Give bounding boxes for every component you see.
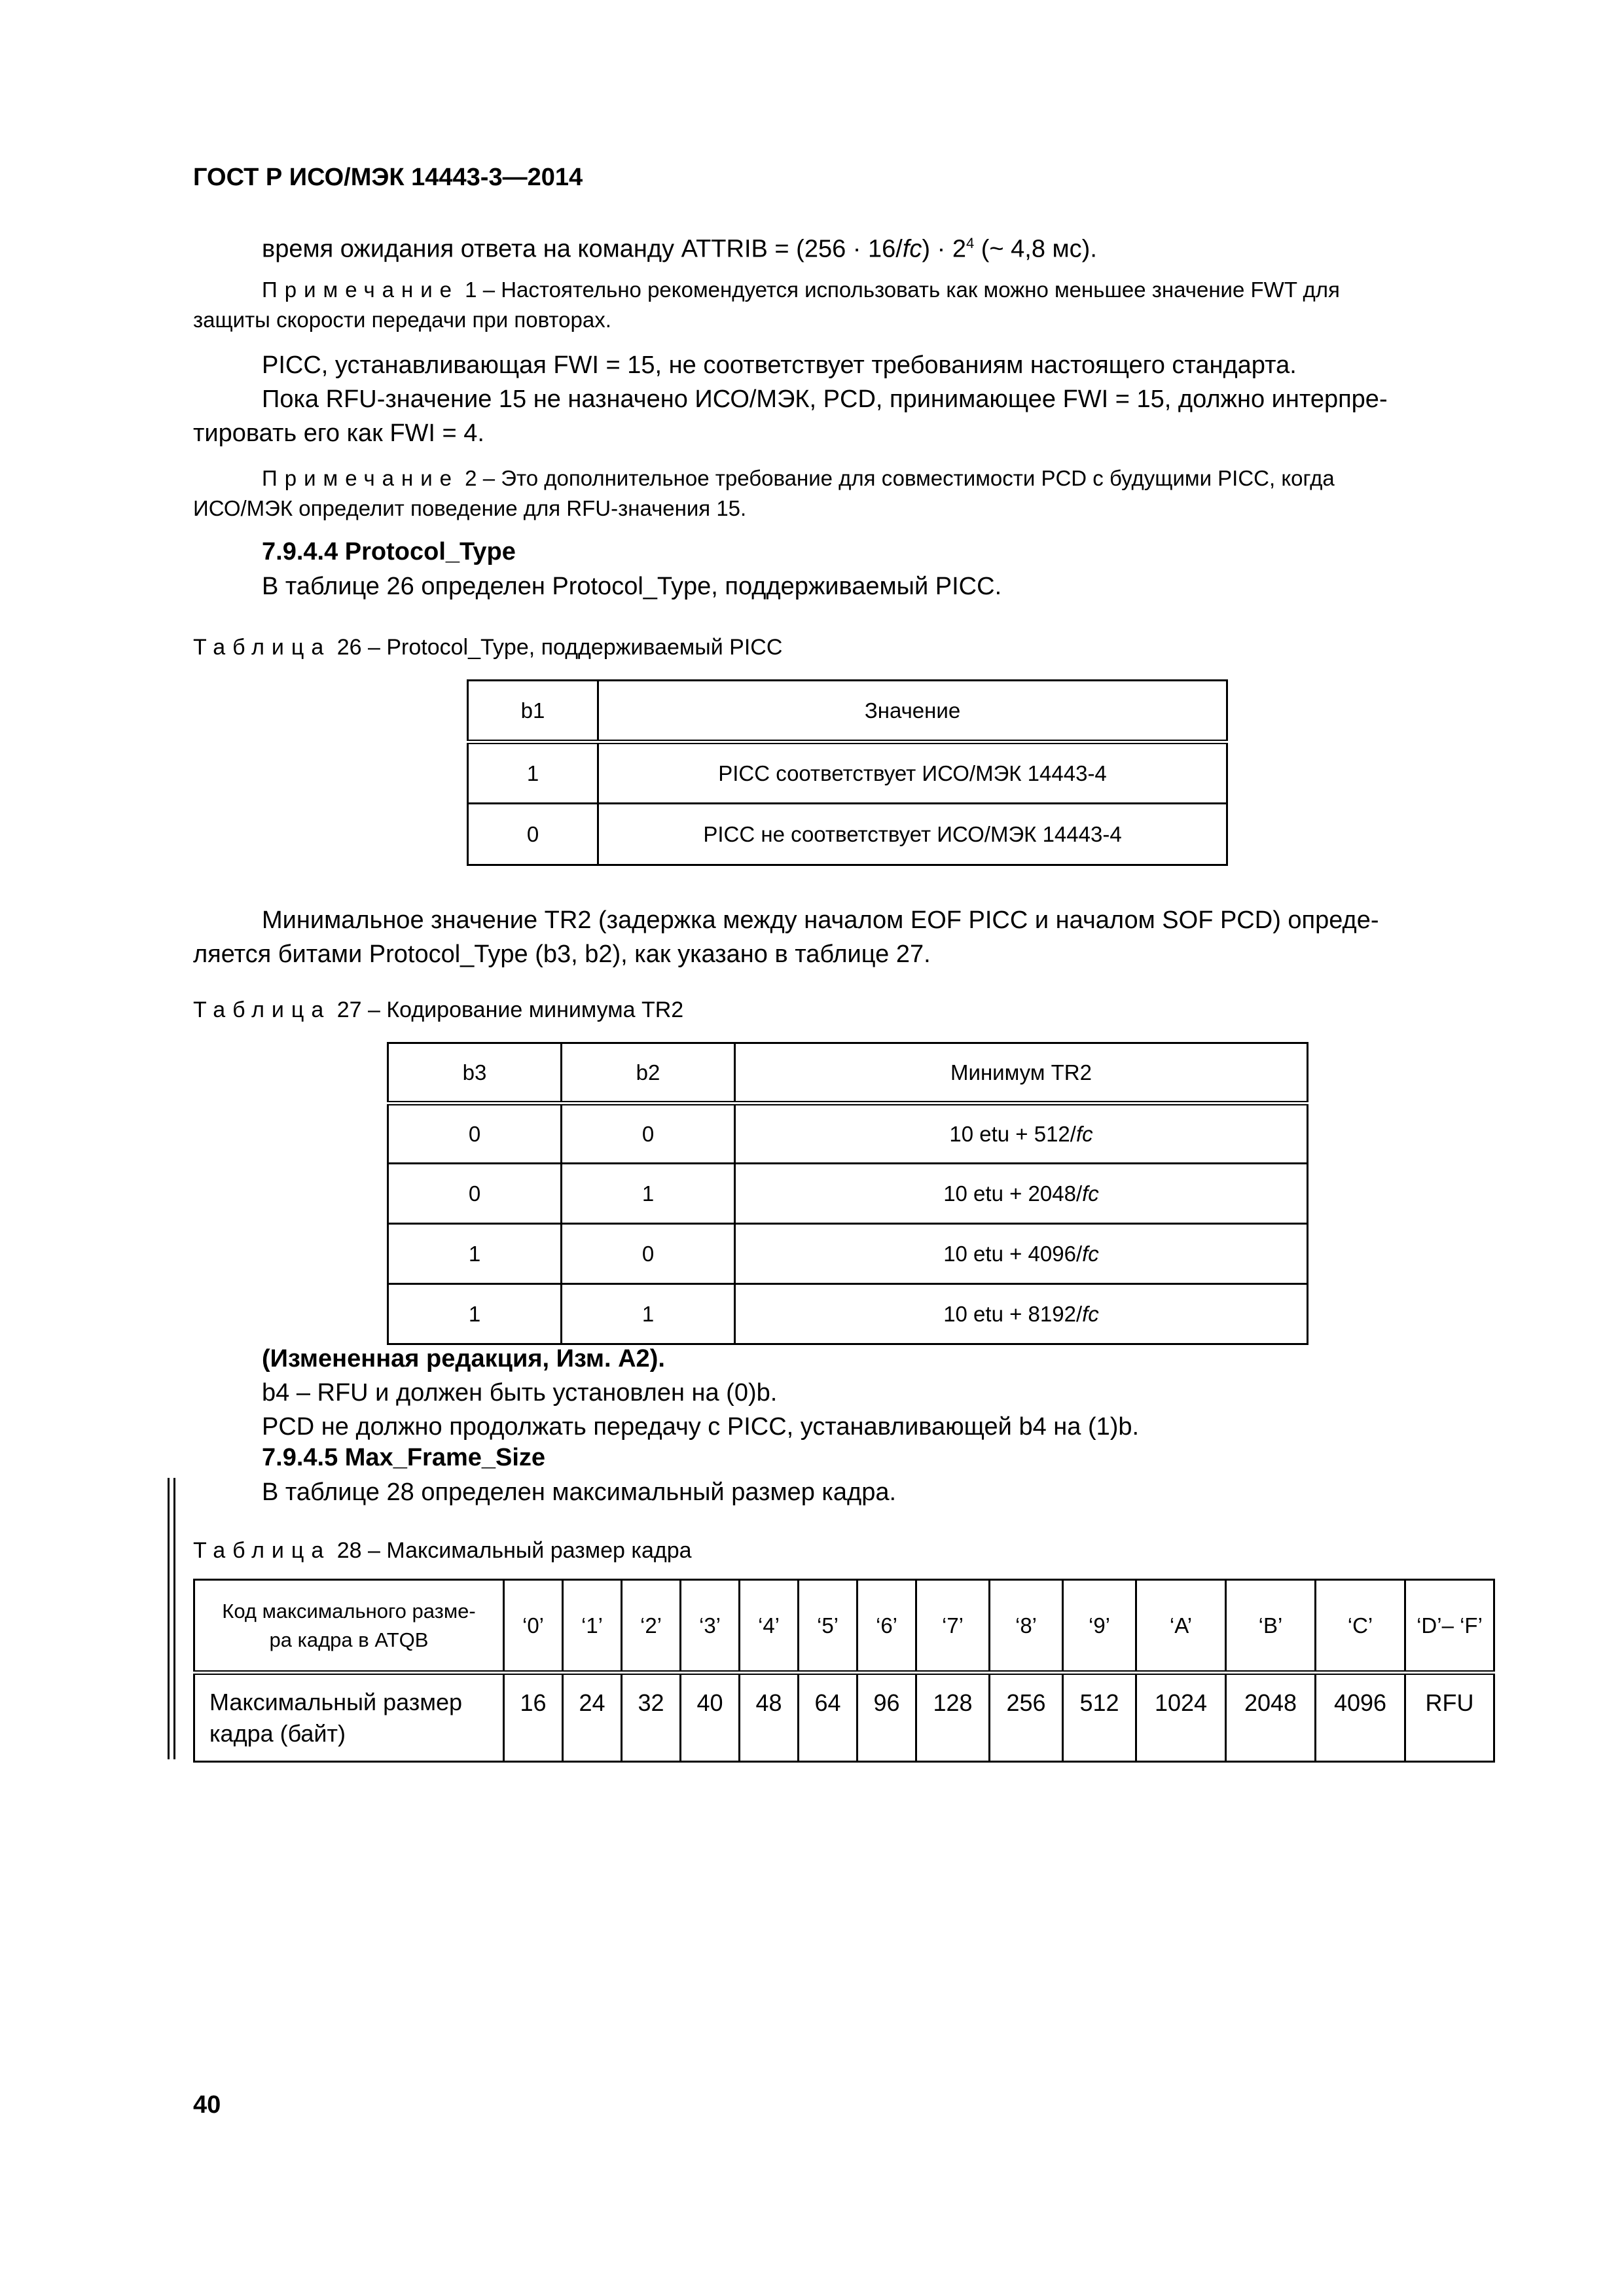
table-26-header-value: Значение bbox=[598, 681, 1227, 742]
table-27-cell: 1 bbox=[388, 1224, 562, 1284]
table-28-size: 128 bbox=[916, 1673, 990, 1762]
table-row bbox=[388, 1103, 1308, 1164]
table-28-code: ‘D’– ‘F’ bbox=[1405, 1580, 1494, 1673]
table-28-size: 24 bbox=[563, 1673, 622, 1762]
para-wait-text-c: (~ 4,8 мс). bbox=[974, 235, 1097, 263]
note-2-label: Примечание bbox=[262, 466, 460, 490]
table-28-size: 512 bbox=[1063, 1673, 1136, 1762]
table-28-code-label-l1: Код максимального разме- bbox=[222, 1599, 476, 1623]
table-27-header-b3: b3 bbox=[388, 1043, 562, 1103]
section-7945-title: 7.9.4.5 Max_Frame_Size bbox=[262, 1444, 546, 1471]
table-27-header-b2: b2 bbox=[562, 1043, 735, 1103]
table-28-code: ‘2’ bbox=[622, 1580, 681, 1673]
table-28-code: ‘5’ bbox=[799, 1580, 857, 1673]
table-27-cell: 1 bbox=[562, 1164, 735, 1224]
table-row bbox=[388, 1224, 1308, 1284]
table-28-code: ‘0’ bbox=[504, 1580, 563, 1673]
table-28-caption-label: Таблица bbox=[193, 1538, 331, 1563]
table-27 bbox=[387, 1042, 1308, 1345]
table-row bbox=[468, 742, 1227, 804]
section-7944-title: 7.9.4.4 Protocol_Type bbox=[262, 538, 516, 565]
table-26 bbox=[467, 679, 1228, 866]
table-row bbox=[388, 1164, 1308, 1224]
note-1-label: Примечание bbox=[262, 278, 460, 302]
revision-note: (Измененная редакция, Изм. А2). bbox=[262, 1345, 665, 1372]
table-28-code: ‘7’ bbox=[916, 1580, 990, 1673]
table-27-cell-fc: fc bbox=[1082, 1181, 1099, 1206]
table-28-code: ‘B’ bbox=[1226, 1580, 1316, 1673]
table-26-cell: PICC не соответствует ИСО/МЭК 14443-4 bbox=[598, 804, 1227, 865]
table-28-size: 2048 bbox=[1226, 1673, 1316, 1762]
table-27-header-tr2: Минимум TR2 bbox=[735, 1043, 1308, 1103]
note-1-text: 1 – Настоятельно рекомендуется использовать как можно меньшее значение FWT для bbox=[459, 278, 1340, 302]
table-row bbox=[194, 1580, 1494, 1673]
table-row bbox=[468, 804, 1227, 865]
para-rfu-line-2: тировать его как FWI = 4. bbox=[193, 420, 484, 447]
revision-bar bbox=[173, 1478, 175, 1759]
table-27-cell-fc: fc bbox=[1082, 1301, 1099, 1326]
para-wait-fc: fc bbox=[902, 235, 922, 263]
table-26-cell: 1 bbox=[468, 742, 598, 804]
table-27-cell bbox=[735, 1103, 1308, 1164]
revision-bar bbox=[168, 1478, 170, 1759]
para-picc-fwi: PICC, устанавливающая FWI = 15, не соответствует требованиям настоящего стандарта. bbox=[262, 351, 1297, 379]
document-header: ГОСТ Р ИСО/МЭК 14443-3—2014 bbox=[193, 164, 583, 191]
para-tr2-line-1: Минимальное значение TR2 (задержка между началом EOF PICC и началом SOF PCD) опреде- bbox=[262, 906, 1379, 934]
table-27-cell bbox=[735, 1284, 1308, 1344]
table-28-code: ‘1’ bbox=[563, 1580, 622, 1673]
table-28-size: 1024 bbox=[1136, 1673, 1226, 1762]
table-28-caption-text: 28 – Максимальный размер кадра bbox=[331, 1538, 692, 1563]
table-28-size: 64 bbox=[799, 1673, 857, 1762]
table-26-caption-text: 26 – Protocol_Type, поддерживаемый PICC bbox=[331, 635, 783, 660]
para-pcd: PCD не должно продолжать передачу с PICC, устанавливающей b4 на (1)b. bbox=[262, 1413, 1140, 1441]
table-27-cell-text: 10 etu + 8192/ bbox=[943, 1301, 1083, 1326]
table-28-size: 32 bbox=[622, 1673, 681, 1762]
table-28-size-label bbox=[194, 1673, 504, 1762]
table-28 bbox=[193, 1579, 1495, 1763]
para-b4: b4 – RFU и должен быть установлен на (0)b. bbox=[262, 1379, 778, 1407]
table-27-cell-fc: fc bbox=[1082, 1241, 1099, 1266]
table-row bbox=[194, 1673, 1494, 1762]
table-26-cell: 0 bbox=[468, 804, 598, 865]
table-26-caption-label: Таблица bbox=[193, 635, 331, 660]
table-28-code-label-l2: ра кадра в ATQB bbox=[269, 1628, 429, 1651]
table-27-caption bbox=[193, 997, 683, 1023]
table-27-cell bbox=[735, 1164, 1308, 1224]
note-2-line-2: ИСО/МЭК определит поведение для RFU-значения 15. bbox=[193, 496, 747, 520]
para-wait-time bbox=[262, 226, 1097, 266]
note-2-text: 2 – Это дополнительное требование для совместимости PCD с будущими PICC, когда bbox=[459, 466, 1335, 490]
table-27-caption-text: 27 – Кодирование минимума TR2 bbox=[331, 997, 684, 1022]
table-27-cell bbox=[735, 1224, 1308, 1284]
table-28-code: ‘3’ bbox=[681, 1580, 740, 1673]
table-27-cell: 0 bbox=[388, 1103, 562, 1164]
para-wait-text-a: время ожидания ответа на команду ATTRIB = (256 · 16/ bbox=[262, 235, 903, 263]
table-28-code: ‘6’ bbox=[857, 1580, 916, 1673]
page-number: 40 bbox=[193, 2091, 221, 2119]
table-28-size: 40 bbox=[681, 1673, 740, 1762]
table-27-cell: 1 bbox=[562, 1284, 735, 1344]
table-28-code-label bbox=[194, 1580, 504, 1673]
table-27-cell: 0 bbox=[388, 1164, 562, 1224]
table-28-size: 256 bbox=[990, 1673, 1063, 1762]
table-28-size: 48 bbox=[740, 1673, 799, 1762]
table-28-caption bbox=[193, 1538, 692, 1564]
table-28-code: ‘8’ bbox=[990, 1580, 1063, 1673]
para-rfu-line-1: Пока RFU-значение 15 не назначено ИСО/МЭК, PCD, принимающее FWI = 15, должно интерпре- bbox=[262, 386, 1388, 413]
table-28-code: ‘9’ bbox=[1063, 1580, 1136, 1673]
para-wait-exp: 4 bbox=[965, 235, 975, 251]
table-27-cell-text: 10 etu + 2048/ bbox=[943, 1181, 1083, 1206]
table-26-caption bbox=[193, 635, 782, 660]
note-1-line-2: защиты скорости передачи при повторах. bbox=[193, 308, 611, 332]
note-2-line-1 bbox=[262, 463, 1506, 493]
table-row bbox=[468, 681, 1227, 742]
table-27-cell-text: 10 etu + 4096/ bbox=[943, 1241, 1083, 1266]
table-27-cell: 0 bbox=[562, 1224, 735, 1284]
table-row bbox=[388, 1043, 1308, 1103]
table-27-cell-fc: fc bbox=[1075, 1121, 1093, 1146]
table-28-code: ‘A’ bbox=[1136, 1580, 1226, 1673]
table-28-size-label-l2: кадра (байт) bbox=[209, 1719, 346, 1747]
section-7945-text: В таблице 28 определен максимальный размер кадра. bbox=[262, 1479, 897, 1506]
section-7944-text: В таблице 26 определен Protocol_Type, поддерживаемый PICC. bbox=[262, 573, 1002, 600]
table-28-size: RFU bbox=[1405, 1673, 1494, 1762]
table-28-size: 16 bbox=[504, 1673, 563, 1762]
table-28-code: ‘4’ bbox=[740, 1580, 799, 1673]
table-28-size: 96 bbox=[857, 1673, 916, 1762]
note-1-line-1 bbox=[262, 275, 1506, 305]
table-27-cell: 1 bbox=[388, 1284, 562, 1344]
table-26-cell: PICC соответствует ИСО/МЭК 14443-4 bbox=[598, 742, 1227, 804]
table-28-size-label-l1: Максимальный размер bbox=[209, 1688, 463, 1715]
table-26-header-b1: b1 bbox=[468, 681, 598, 742]
table-27-caption-label: Таблица bbox=[193, 997, 331, 1022]
para-tr2-line-2: ляется битами Protocol_Type (b3, b2), как указано в таблице 27. bbox=[193, 941, 931, 968]
table-28-size: 4096 bbox=[1316, 1673, 1405, 1762]
table-27-cell: 0 bbox=[562, 1103, 735, 1164]
table-row bbox=[388, 1284, 1308, 1344]
table-27-cell-text: 10 etu + 512/ bbox=[949, 1121, 1076, 1146]
para-wait-text-b: ) · 2 bbox=[922, 235, 966, 263]
table-28-code: ‘C’ bbox=[1316, 1580, 1405, 1673]
